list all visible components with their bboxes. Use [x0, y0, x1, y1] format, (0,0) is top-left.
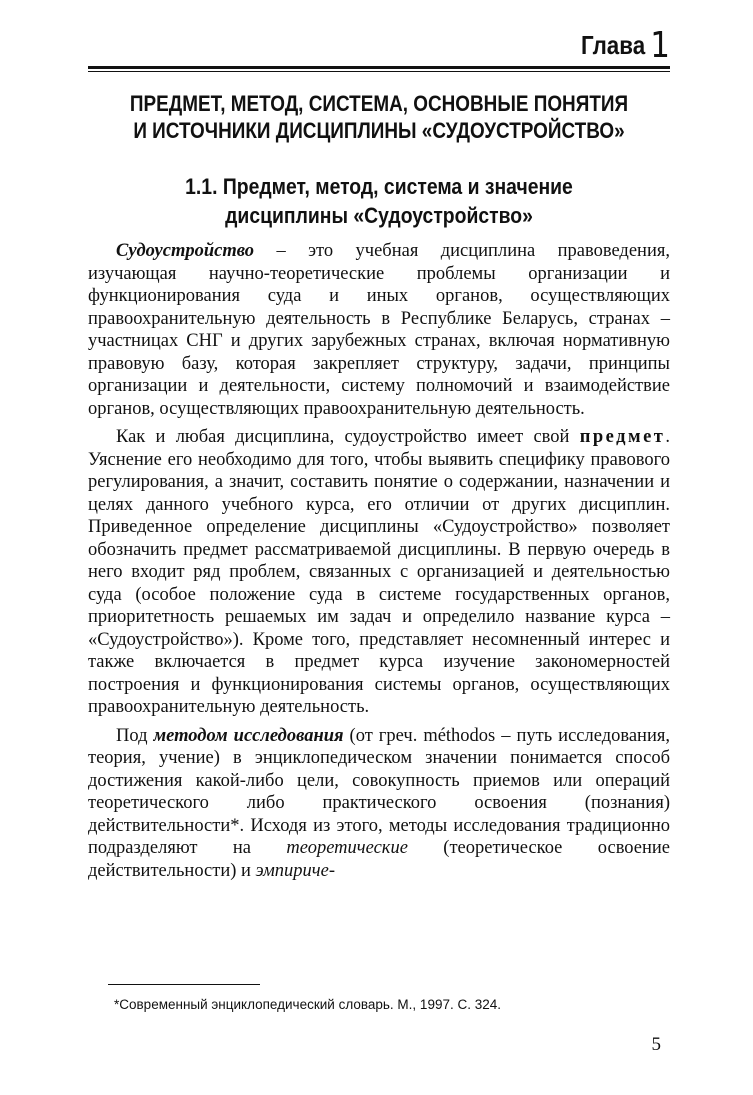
term-metod: методом исследования [153, 725, 344, 746]
paragraph-3 [88, 725, 670, 883]
term-predmet: предмет [579, 427, 666, 447]
chapter-label: Глава [581, 30, 646, 60]
chapter-title-line-2: И ИСТОЧНИКИ ДИСЦИПЛИНЫ «СУДОУСТРОЙСТВО» [133, 118, 625, 143]
footnote: *Современный энциклопедический словарь. М., 1997. С. 324. [114, 997, 501, 1012]
section-title-line-2: дисциплины «Судоустройство» [225, 203, 533, 228]
paragraph-1 [88, 240, 670, 420]
chapter-title [105, 90, 654, 144]
paragraph-1-text: – это учебная дисциплина правоведения, изучающая научно-теоретические проблемы организации и функционирования суда и иных органов, осуществляющих правоохранительную деятельность в Республике Беларусь, странах – участницах СНГ и других зарубежных странах, включая нормативную правовую базу, которая закрепляет структуру, задачи, принципы организации и деятельности, систему полномочий и взаимодействие органов, осуществляющих правоохранительную деятельность. [88, 241, 670, 419]
term-empiricheskie: эмпириче- [255, 860, 336, 881]
term-teoreticheskie: теоретические [286, 838, 408, 858]
term-sudoustroistvo: Судоустройство [116, 241, 255, 261]
paragraph-2-text-before: Как и любая дисциплина, судоустройство имеет свой [116, 427, 580, 447]
paragraph-3-text-middle: (от греч. méthodos – путь исследования, теория, учение) в энциклопедическом значении понимается способ достижения какой-либо цели, совокупность приемов или операций теоретического либо практического освоения (познания) действительности*. Исходя из этого, методы исследования традиционно подразделяют на [88, 725, 670, 858]
page-number: 5 [651, 1034, 661, 1055]
paragraph-2 [88, 426, 670, 719]
footnote-rule [108, 984, 260, 985]
chapter-title-line-1: ПРЕДМЕТ, МЕТОД, СИСТЕМА, ОСНОВНЫЕ ПОНЯТИЯ [129, 91, 629, 116]
paragraph-3-text-middle-2: (теоретическое освоение действительности) и [88, 838, 671, 881]
paragraph-2-text-after: . Уяснение его необходимо для того, чтобы выявить специфику правового регулирования, а значит, составить понятие о содержании, назначении и целях данного учебного курса, его отличии от других дисциплин. Приведенное определение дисциплины «Судоустройство» позволяет обозначить предмет рассматриваемой дисциплины. В первую очередь в него входит ряд проблем, связанных с организацией и деятельностью суда (особое положение суда в системе государственных органов, приоритетность решаемых им задач и определило название курса – «Судоустройство»). Кроме того, представляет несомненный интерес и также включается в предмет курса изучение закономерностей построения и функционирования системы органов, осуществляющих правоохранительную деятельность. [88, 427, 670, 717]
body-text [88, 240, 670, 888]
paragraph-3-text-before: Под [116, 725, 154, 746]
chapter-heading [169, 25, 670, 66]
chapter-rule [88, 66, 670, 72]
section-title [98, 172, 659, 230]
chapter-number: 1 [650, 25, 670, 66]
section-title-line-1: 1.1. Предмет, метод, система и значение [185, 174, 573, 199]
